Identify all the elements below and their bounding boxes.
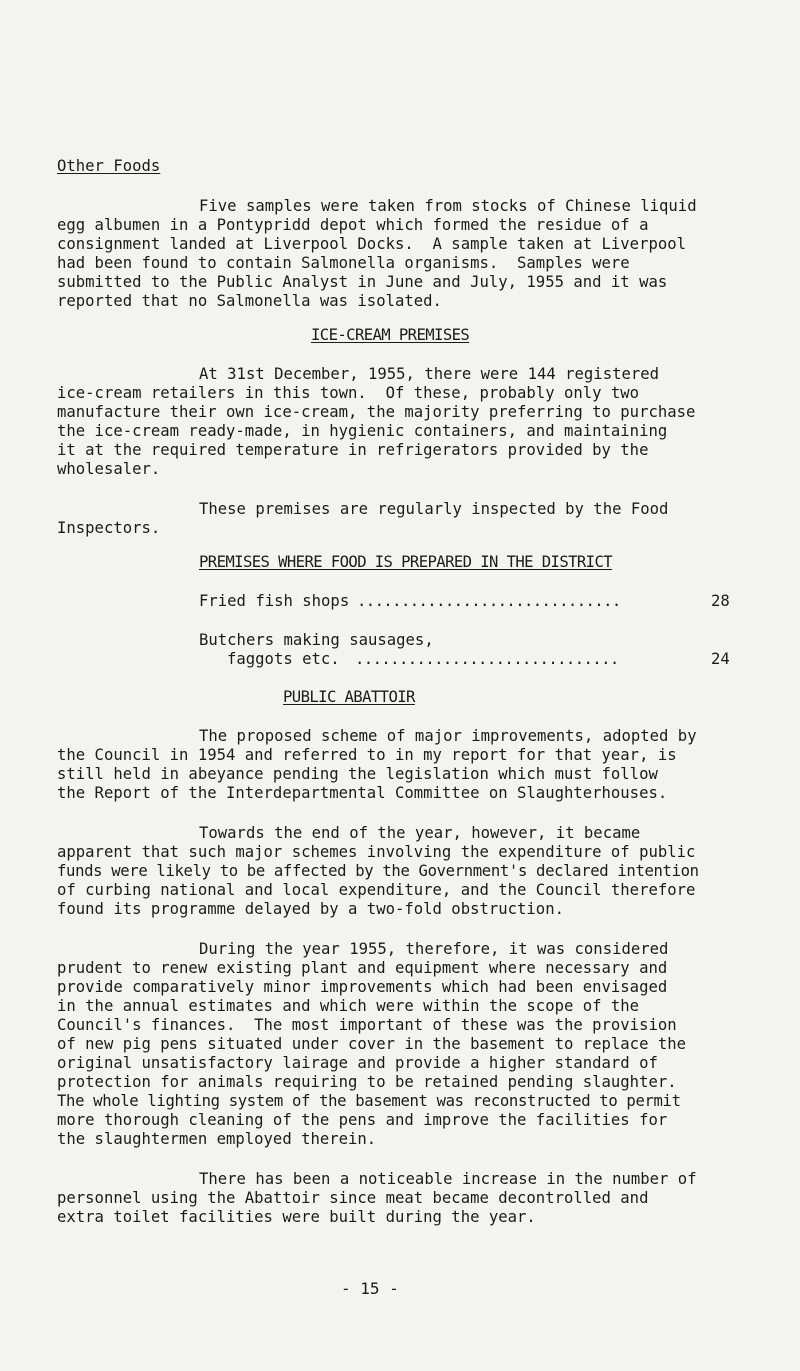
text-line: submitted to the Public Analyst in June and July, 1955 and it was <box>57 273 668 291</box>
text-line: prudent to renew existing plant and equipment where necessary and <box>57 959 668 977</box>
text-line: Five samples were taken from stocks of Chinese liquid <box>199 197 697 215</box>
text-line: consignment landed at Liverpool Docks. A sample taken at Liverpool <box>57 235 687 253</box>
text-line: more thorough cleaning of the pens and improve the facilities for <box>57 1111 668 1129</box>
text-line: personnel using the Abattoir since meat became decontrolled and <box>57 1189 649 1207</box>
text-line: Council's finances. The most important of these was the provision <box>57 1016 677 1034</box>
text-line: had been found to contain Salmonella organisms. Samples were <box>57 254 630 272</box>
text-line: still held in abeyance pending the legislation which must follow <box>57 765 658 783</box>
text-line: manufacture their own ice-cream, the majority preferring to purchase <box>57 403 696 421</box>
premises-row-label: Fried fish shops <box>199 592 350 610</box>
text-line: provide comparatively minor improvements which had been envisaged <box>57 978 668 996</box>
text-line: the ice-cream ready-made, in hygienic containers, and maintaining <box>57 422 668 440</box>
text-line: The whole lighting system of the basement was reconstructed to permit <box>57 1092 681 1110</box>
text-line: The proposed scheme of major improvements, adopted by <box>199 727 697 745</box>
ice-cream-premises-heading: ICE-CREAM PREMISES <box>311 326 470 344</box>
text-line: of new pig pens situated under cover in the basement to replace the <box>57 1035 687 1053</box>
premises-food-prepared-heading: PREMISES WHERE FOOD IS PREPARED IN THE DISTRICT <box>199 553 613 571</box>
text-line: funds were likely to be affected by the Government's declared intention <box>57 862 699 880</box>
text-line: in the annual estimates and which were within the scope of the <box>57 997 640 1015</box>
text-line: During the year 1955, therefore, it was considered <box>199 940 669 958</box>
text-line: the Report of the Interdepartmental Committee on Slaughterhouses. <box>57 784 668 802</box>
text-line: of curbing national and local expenditure, and the Council therefore <box>57 881 696 899</box>
dot-leader: .............................. <box>355 650 619 668</box>
text-line: found its programme delayed by a two-fold obstruction. <box>57 900 564 918</box>
text-line: There has been a noticeable increase in the number of <box>199 1170 697 1188</box>
text-line: wholesaler. <box>57 460 161 478</box>
premises-row-value: 28 <box>711 592 730 610</box>
premises-row-label-continued: faggots etc. <box>227 650 340 668</box>
text-line: the slaughtermen employed therein. <box>57 1130 377 1148</box>
page-number: - 15 - <box>341 1279 399 1298</box>
text-line: protection for animals requiring to be retained pending slaughter. <box>57 1073 677 1091</box>
text-line: reported that no Salmonella was isolated. <box>57 292 442 310</box>
text-line: extra toilet facilities were built during the year. <box>57 1208 536 1226</box>
text-line: These premises are regularly inspected by the Food <box>199 500 669 518</box>
text-line: the Council in 1954 and referred to in my report for that year, is <box>57 746 677 764</box>
text-line: Inspectors. <box>57 519 161 537</box>
text-line: ice-cream retailers in this town. Of these, probably only two <box>57 384 640 402</box>
premises-row-label: Butchers making sausages, <box>199 631 434 649</box>
text-line: egg albumen in a Pontypridd depot which formed the residue of a <box>57 216 649 234</box>
text-line: apparent that such major schemes involving the expenditure of public <box>57 843 696 861</box>
other-foods-heading: Other Foods <box>57 157 161 175</box>
text-line: Towards the end of the year, however, it became <box>199 824 641 842</box>
text-line: original unsatisfactory lairage and provide a higher standard of <box>57 1054 658 1072</box>
public-abattoir-heading: PUBLIC ABATTOIR <box>283 688 415 706</box>
text-line: At 31st December, 1955, there were 144 registered <box>199 365 660 383</box>
text-line: it at the required temperature in refrigerators provided by the <box>57 441 649 459</box>
premises-row-value: 24 <box>711 650 730 668</box>
dot-leader: .............................. <box>357 592 621 610</box>
